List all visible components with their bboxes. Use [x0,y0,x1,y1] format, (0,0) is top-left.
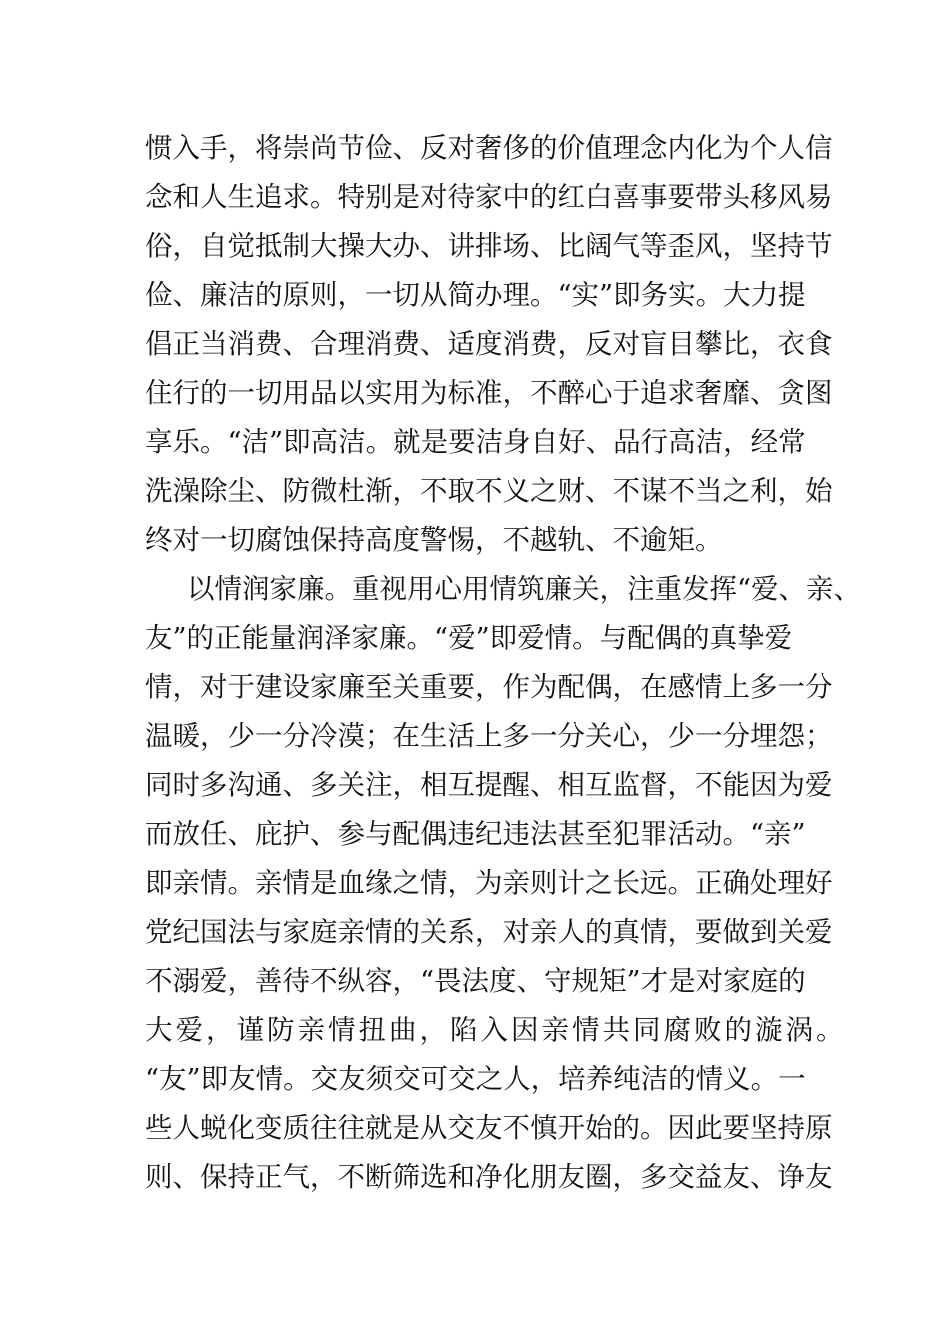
text-line-18: 不溺爱，善待不纵容，“畏法度、守规矩”才是对家庭的 [145,965,806,997]
text-line-19: 大爱，谨防亲情扭曲，陷入因亲情共同腐败的漩涡。 [145,1014,847,1046]
text-line-2: 念和人生追求。特别是对待家中的红白喜事要带头移风易 [145,181,833,213]
text-line-16: 即亲情。亲情是血缘之情，为亲则计之长远。正确处理好 [145,867,833,899]
text-line-17: 党纪国法与家庭亲情的关系，对亲人的真情，要做到关爱 [145,916,833,948]
text-line-22: 则、保持正气，不断筛选和净化朋友圈，多交益友、诤友 [145,1161,833,1193]
text-line-4: 俭、廉洁的原则，一切从简办理。“实”即务实。大力提 [145,279,806,311]
text-line-11: 友”的正能量润泽家廉。“爱”即爱情。与配偶的真挚爱 [145,622,793,654]
text-line-14: 同时多沟通、多关注，相互提醒、相互监督，不能因为爱 [145,769,833,801]
text-line-21: 些人蜕化变质往往就是从交友不慎开始的。因此要坚持原 [145,1112,833,1144]
text-line-12: 情，对于建设家廉至关重要，作为配偶，在感情上多一分 [145,671,833,703]
text-line-3: 俗，自觉抵制大操大办、讲排场、比阔气等歪风，坚持节 [145,230,833,262]
text-line-20: “友”即友情。交友须交可交之人，培养纯洁的情义。一 [145,1063,806,1095]
text-line-6: 住行的一切用品以实用为标准，不醉心于追求奢靡、贪图 [145,377,833,409]
text-line-13: 温暖，少一分冷漠；在生活上多一分关心，少一分埋怨； [145,720,833,752]
text-line-15: 而放任、庇护、参与配偶违纪违法甚至犯罪活动。“亲” [145,818,806,850]
text-line-1: 惯入手，将崇尚节俭、反对奢侈的价值理念内化为个人信 [145,132,833,164]
text-line-10: 以情润家廉。重视用心用情筑廉关，注重发挥“爱、亲、 [187,573,862,605]
text-line-9: 终对一切腐蚀保持高度警惕，不越轨、不逾矩。 [145,524,723,556]
text-line-8: 洗澡除尘、防微杜渐，不取不义之财、不谋不当之利，始 [145,475,833,507]
text-line-5: 倡正当消费、合理消费、适度消费，反对盲目攀比，衣食 [145,328,833,360]
text-line-7: 享乐。“洁”即高洁。就是要洁身自好、品行高洁，经常 [145,426,806,458]
